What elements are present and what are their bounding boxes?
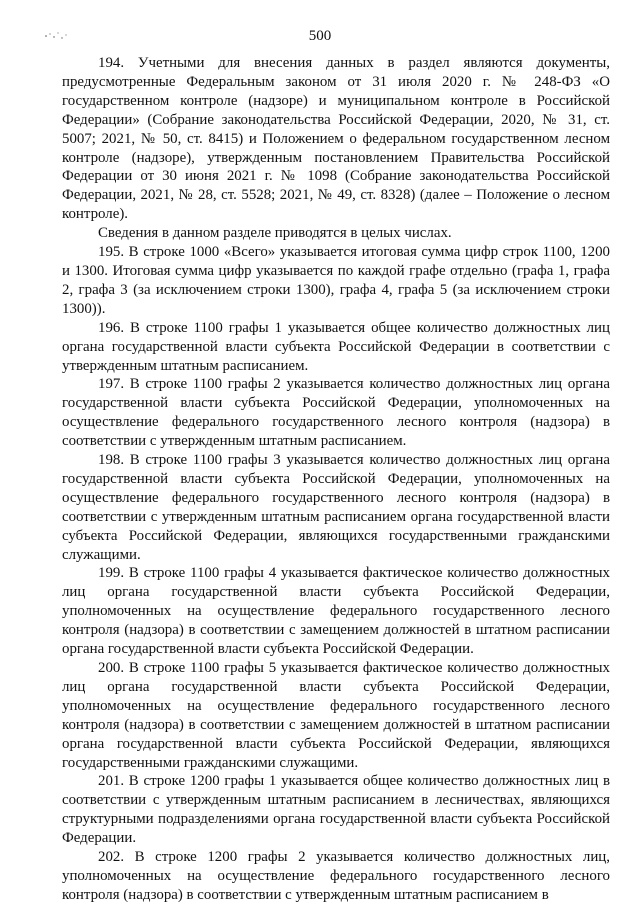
paragraph-199: 199. В строке 1100 графы 4 указывается фактическое количество должностных лиц органа государственной власти субъекта Российской Федерации, уполномоченных на осуществление федерального государственного лесного контроля (надзора) в соответствии с замещением должностей в штатном расписании органа государственной власти субъекта Российской Федерации.: [62, 565, 610, 658]
paragraph-194: 194. Учетными для внесения данных в раздел являются документы, предусмотренные Федеральным законом от 31 июля 2020 г. № 248-ФЗ «О государственном контроле (надзоре) и муниципальном контроле в Российской Федерации» (Собрание законодательства Российской Федерации, 2020, № 31, ст. 5007; 2021, № 50, ст. 8415) и Положением о федеральном государственном лесном контроле (надзоре), утвержденным постановлением Правительства Российской Федерации от 30 июня 2021 г. № 1098 (Собрание законодательства Российской Федерации, 2021, № 28, ст. 5528; 2021, № 49, ст. 8328) (далее – Положение о лесном контроле).: [62, 55, 610, 223]
paragraph-198: 198. В строке 1100 графы 3 указывается количество должностных лиц органа государственной власти субъекта Российской Федерации, уполномоченных на осуществление федерального государственного лесного контроля (надзора) в соответствии с утвержденным штатным расписанием органа государственной власти субъекта Российской Федерации, являющихся государственными гражданскими служащими.: [62, 452, 610, 563]
paragraph-195: 195. В строке 1000 «Всего» указывается итоговая сумма цифр строк 1100, 1200 и 1300. Итоговая сумма цифр указывается по каждой графе отдельно (графа 1, графа 2, графа 3 (за исключением строки 1300), графа 4, графа 5 (за исключением строки 1300)).: [62, 244, 610, 317]
paragraph-200: 200. В строке 1100 графы 5 указывается фактическое количество должностных лиц органа государственной власти субъекта Российской Федерации, уполномоченных на осуществление федерального государственного лесного контроля (надзора) в соответствии с замещением должностей в штатном расписании органа государственной власти субъекта Российской Федерации, являющихся государственными гражданскими служащими.: [62, 660, 610, 771]
paragraph-202: 202. В строке 1200 графы 2 указывается количество должностных лиц, уполномоченных на осуществление федерального государственного лесного контроля (надзора) в соответствии с утвержденным штатным расписанием в: [62, 849, 610, 903]
page-number: 500: [308, 28, 332, 44]
paragraph-197: 197. В строке 1100 графы 2 указывается количество должностных лиц органа государственной власти субъекта Российской Федерации, уполномоченных на осуществление федерального государственного лесного контроля (надзора) в соответствии с утвержденным штатным расписанием.: [62, 376, 610, 450]
document-body: [62, 54, 610, 905]
paragraph-196: 196. В строке 1100 графы 1 указывается общее количество должностных лиц органа государственной власти субъекта Российской Федерации в соответствии с утвержденным штатным расписанием.: [62, 319, 610, 374]
paragraph-201: 201. В строке 1200 графы 1 указывается общее количество должностных лиц в соответствии с утвержденным штатным расписанием в лесничествах, являющихся структурными подразделениями органа государственной власти субъекта Российской Федерации.: [62, 773, 610, 847]
paragraph-note: Сведения в данном разделе приводятся в целых числах.: [98, 225, 452, 242]
